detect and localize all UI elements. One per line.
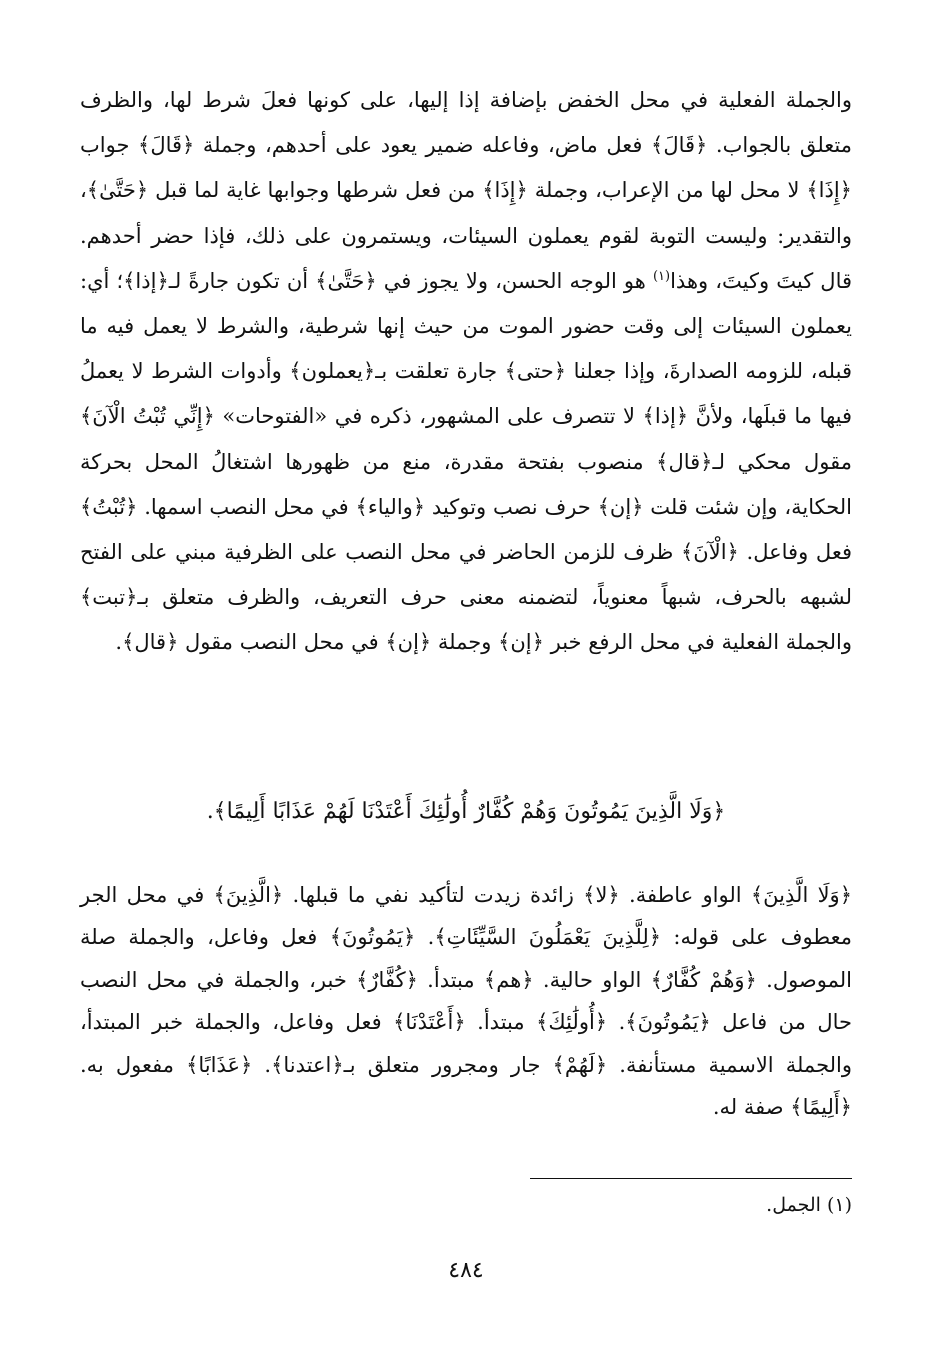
quran-verse: ﴿وَلَا الَّذِينَ يَمُوتُونَ وَهُمْ كُفَّارٌ أُولَٰئِكَ أَعْتَدْنَا لَهُمْ عَذَابًا أَلِيمًا﴾. (206, 799, 726, 824)
page-number: ٤٨٤ (448, 1258, 484, 1283)
main-paragraph-part2: هو الوجه الحسن، ولا يجوز في ﴿حَتَّىٰ﴾ أن تكون جارةً لـ﴿إذا﴾؛ أي: يعملون السيئات إلى وقت حضور الموت من حيث إنها شرطية، والشرط لا يعمل فيه ما قبله، للزومه الصدارةَ، وإذا جعلنا ﴿حتى﴾ جارة تعلقت بـ﴿يعملون﴾ وأدوات الشرط لا يعملُ فيها ما قبلَها، ولأنَّ ﴿إذا﴾ لا تتصرف على المشهور، ذكره في «الفتوحات» ﴿إِنِّي تُبْتُ الْآنَ﴾ مقول محكي لـ﴿قال﴾ منصوب بفتحة مقدرة، منع من ظهورها اشتغالُ المحل بحركة الحكاية، وإن شئت قلت ﴿إن﴾ حرف نصب وتوكيد ﴿والياء﴾ في محل النصب اسمها. ﴿تُبْتُ﴾ فعل وفاعل. ﴿الْآنَ﴾ ظرف للزمن الحاضر في محل النصب على الظرفية مبني على الفتح لشبهه بالحرف، شبهاً معنوياً، لتضمنه معنى حرف التعريف، والظرف متعلق بـ﴿تبت﴾ والجملة الفعلية في محل الرفع خبر ﴿إن﴾ وجملة ﴿إن﴾ في محل النصب مقول ﴿قال﴾. (80, 268, 852, 655)
main-paragraph (80, 78, 852, 758)
main-paragraph-part1: والجملة الفعلية في محل الخفض بإضافة إذا إليها، على كونها فعلَ شرط لها، والظرف متعلق بالجواب. ﴿قَالَ﴾ فعل ماض، وفاعله ضمير يعود على أحدهم، وجملة ﴿قَالَ﴾ جواب ﴿إِذَا﴾ لا محل لها من الإعراب، وجملة ﴿إِذَا﴾ من فعل شرطها وجوابها غاية لما قبل ﴿حَتَّىٰ﴾، والتقدير: وليست التوبة لقوم يعملون السيئات، ويستمرون على ذلك، فإذا حضر أحدهم. قال كيتَ وكيتَ، وهذا (80, 88, 853, 293)
footnote: (١) الجمل. (766, 1194, 852, 1216)
second-paragraph: ﴿وَلَا الَّذِينَ﴾ الواو عاطفة. ﴿لا﴾ زائدة زيدت لتأكيد نفي ما قبلها. ﴿الَّذِينَ﴾ في محل الجر معطوف على قوله: ﴿لِلَّذِينَ يَعْمَلُونَ السَّيِّئَاتِ﴾. ﴿يَمُوتُونَ﴾ فعل وفاعل، والجملة صلة الموصول. ﴿وَهُمْ كُفَّارٌ﴾ الواو حالية. ﴿هم﴾ مبتدأ. ﴿كُفَّارٌ﴾ خبر، والجملة في محل النصب حال من فاعل ﴿يَمُوتُونَ﴾. ﴿أُولَٰئِكَ﴾ مبتدأ. ﴿أَعْتَدْنَا﴾ فعل وفاعل، والجملة خبر المبتدأ، والجملة الاسمية مستأنفة. ﴿لَهُمْ﴾ جار ومجرور متعلق بـ﴿اعتدنا﴾. ﴿عَذَابًا﴾ مفعول به. ﴿أَلِيمًا﴾ صفة له. (80, 883, 852, 1120)
document-page (80, 78, 852, 1338)
footnote-divider (530, 1178, 852, 1179)
footnote-marker[interactable]: (١) (652, 268, 671, 284)
